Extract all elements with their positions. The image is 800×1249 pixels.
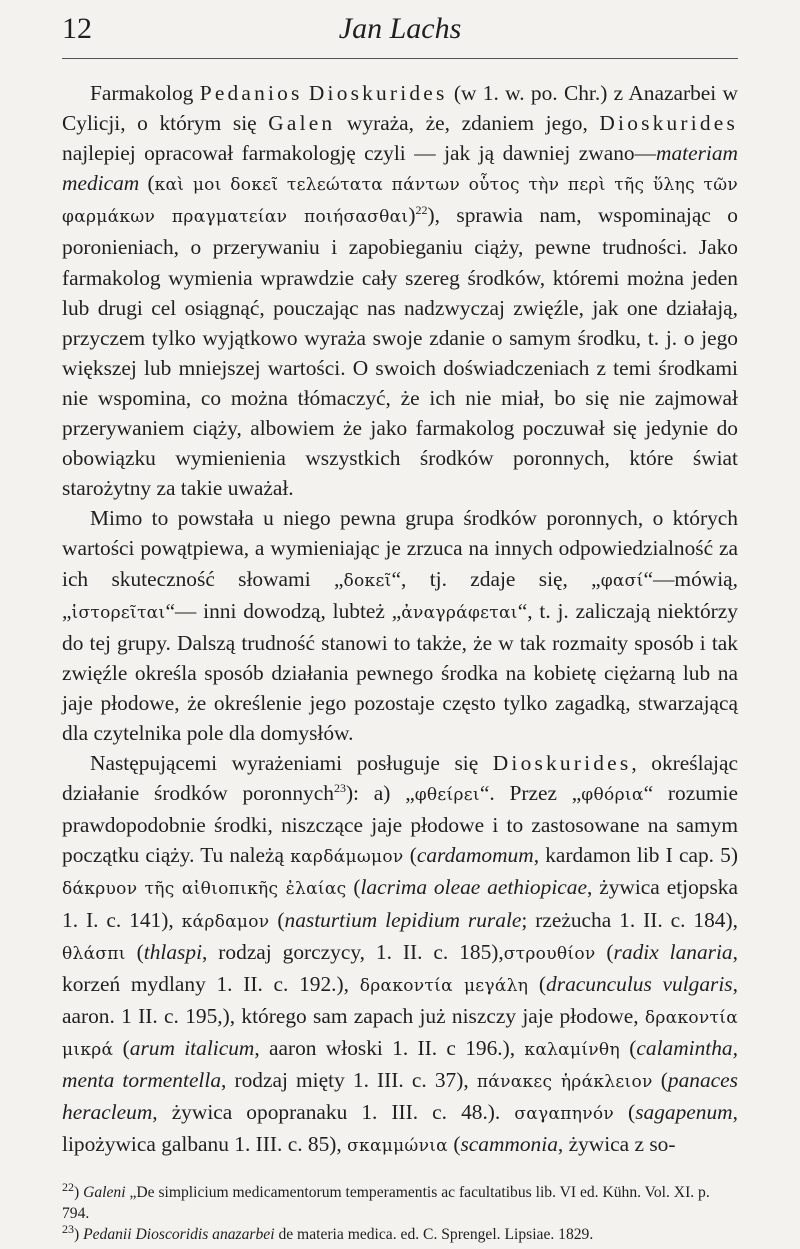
paragraph-1: Farmakolog Pedanios Dioskurides (w 1. w. po. Chr.) z Anazarbei w Cylicji, o którym się Galen wyraża, że, zdaniem jego, Dioskurides najlepiej opracował farmakologję czyli — jak ją dawniej zwano—materiam medicam (καὶ μοι δοκεῖ τελεώτατα πάντων οὗτος τὴν περὶ τῆς ὕλης τῶν φαρμάκων πραγματείαν ποιήσασθαι)$^{22}$), sprawia nam, wspominając o poronieniach, o przerywaniu i zapobieganiu ciąży, pewne trudności. Jako farmakolog wymienia wprawdzie cały szereg środków, któremi można jeden lub drugi cel osiągnąć, pouczając nas nadzwyczaj zwięźle, jak one działają, przyczem tylko wyjątkowo wyraża swoje zdanie o samym środku, t. j. o jego większej lub mniejszej wartości. O swoich doświadczeniach z temi środkami nie wspomina, co można tłómaczyć, że ich nie miał, bo się nie zajmował przerywaniem ciąży, albowiem że jako farmakolog poczuwał się jedynie do obowiązku wymienienia wszystkich środków poronnych, które świat starożytny za takie uważał. bbox=[62, 81, 738, 501]
footnote-ref-22: 22 bbox=[415, 203, 428, 218]
header-rule bbox=[62, 58, 738, 59]
running-title: Jan Lachs bbox=[338, 12, 462, 45]
body-text bbox=[62, 78, 738, 1161]
footnote-ref-23: 23 bbox=[333, 781, 346, 796]
paragraph-2: Mimo to powstała u niego pewna grupa środków poronnych, o których wartości powątpiewa, a wymieniając je zrzuca na innych odpowiedzialność za ich skuteczność słowami „δοκεῖ“, tj. zdaje się, „φασί“—mówią, „ἱστορεῖται“— inni dowodzą, lubteż „ἀναγράφεται“, t. j. zaliczają niektórzy do tej grupy. Dalszą trudność stanowi to także, że w tak rozmaity sposób i tak zwięźle określa sposób działania pewnego środka na kobietę ciężarną lub na jaje płodowe, że określenie jego pozostaje często tylko zagadką, stwarzającą dla czytelnika pole dla domysłów. bbox=[62, 506, 738, 745]
footnote-22: $^{22}$) Galeni „De simplicium medicamentorum temperamentis ac facultatibus lib. VI ed. Kühn. Vol. XI. p. 794. bbox=[62, 1179, 710, 1222]
greek-quote: καὶ μοι δοκεῖ τελεώτατα πάντων οὗτος τὴν περὶ τῆς ὕλης τῶν φαρμάκων πραγματείαν ποιήσασθαι bbox=[62, 175, 738, 228]
footnotes bbox=[62, 1179, 738, 1245]
running-head bbox=[62, 12, 738, 52]
footnote-23: $^{23}$) Pedanii Dioscoridis anazarbei de materia medica. ed. C. Sprengel. Lipsiae. 1829. bbox=[62, 1221, 594, 1243]
page-number: 12 bbox=[62, 12, 92, 45]
paragraph-3: Następującemi wyrażeniami posługuje się Dioskurides, określając działanie środków poronnych$^{23}$): a) „φθείρει“. Przez „φθόρια“ rozumie prawdopodobnie środki, niszczące jaje płodowe i to zastosowane na samym początku ciąży. Tu należą καρδάμωμον (cardamomum, kardamon lib I cap. 5) δάκρυον τῆς αἰθιοπικῆς ἐλαίας (lacrima oleae aethiopicae, żywica etjopska 1. I. c. 141), κάρδαμον (nasturtium lepidium rurale; rzeżucha 1. II. c. 184), θλάσπι (thlaspi, rodzaj gorczycy, 1. II. c. 185),στρουθίον (radix lanaria, korzeń mydlany 1. II. c. 192.), δρακοντία μεγάλη (dracunculus vulgaris, aaron. 1 II. c. 195,), którego sam zapach już niszczy jaje płodowe, δρακοντία μικρά (arum italicum, aaron włoski 1. II. c 196.), καλαμίνθη (calamintha, menta tormentella, rodzaj mięty 1. III. c. 37), πάνακες ἡράκλειον (panaces heracleum, żywica opopranaku 1. III. c. 48.). σαγαπηνόν (sagapenum, lipożywica galbanu 1. III. c. 85), σκαμμώνια (scammonia, żywica z so- bbox=[62, 751, 738, 1157]
